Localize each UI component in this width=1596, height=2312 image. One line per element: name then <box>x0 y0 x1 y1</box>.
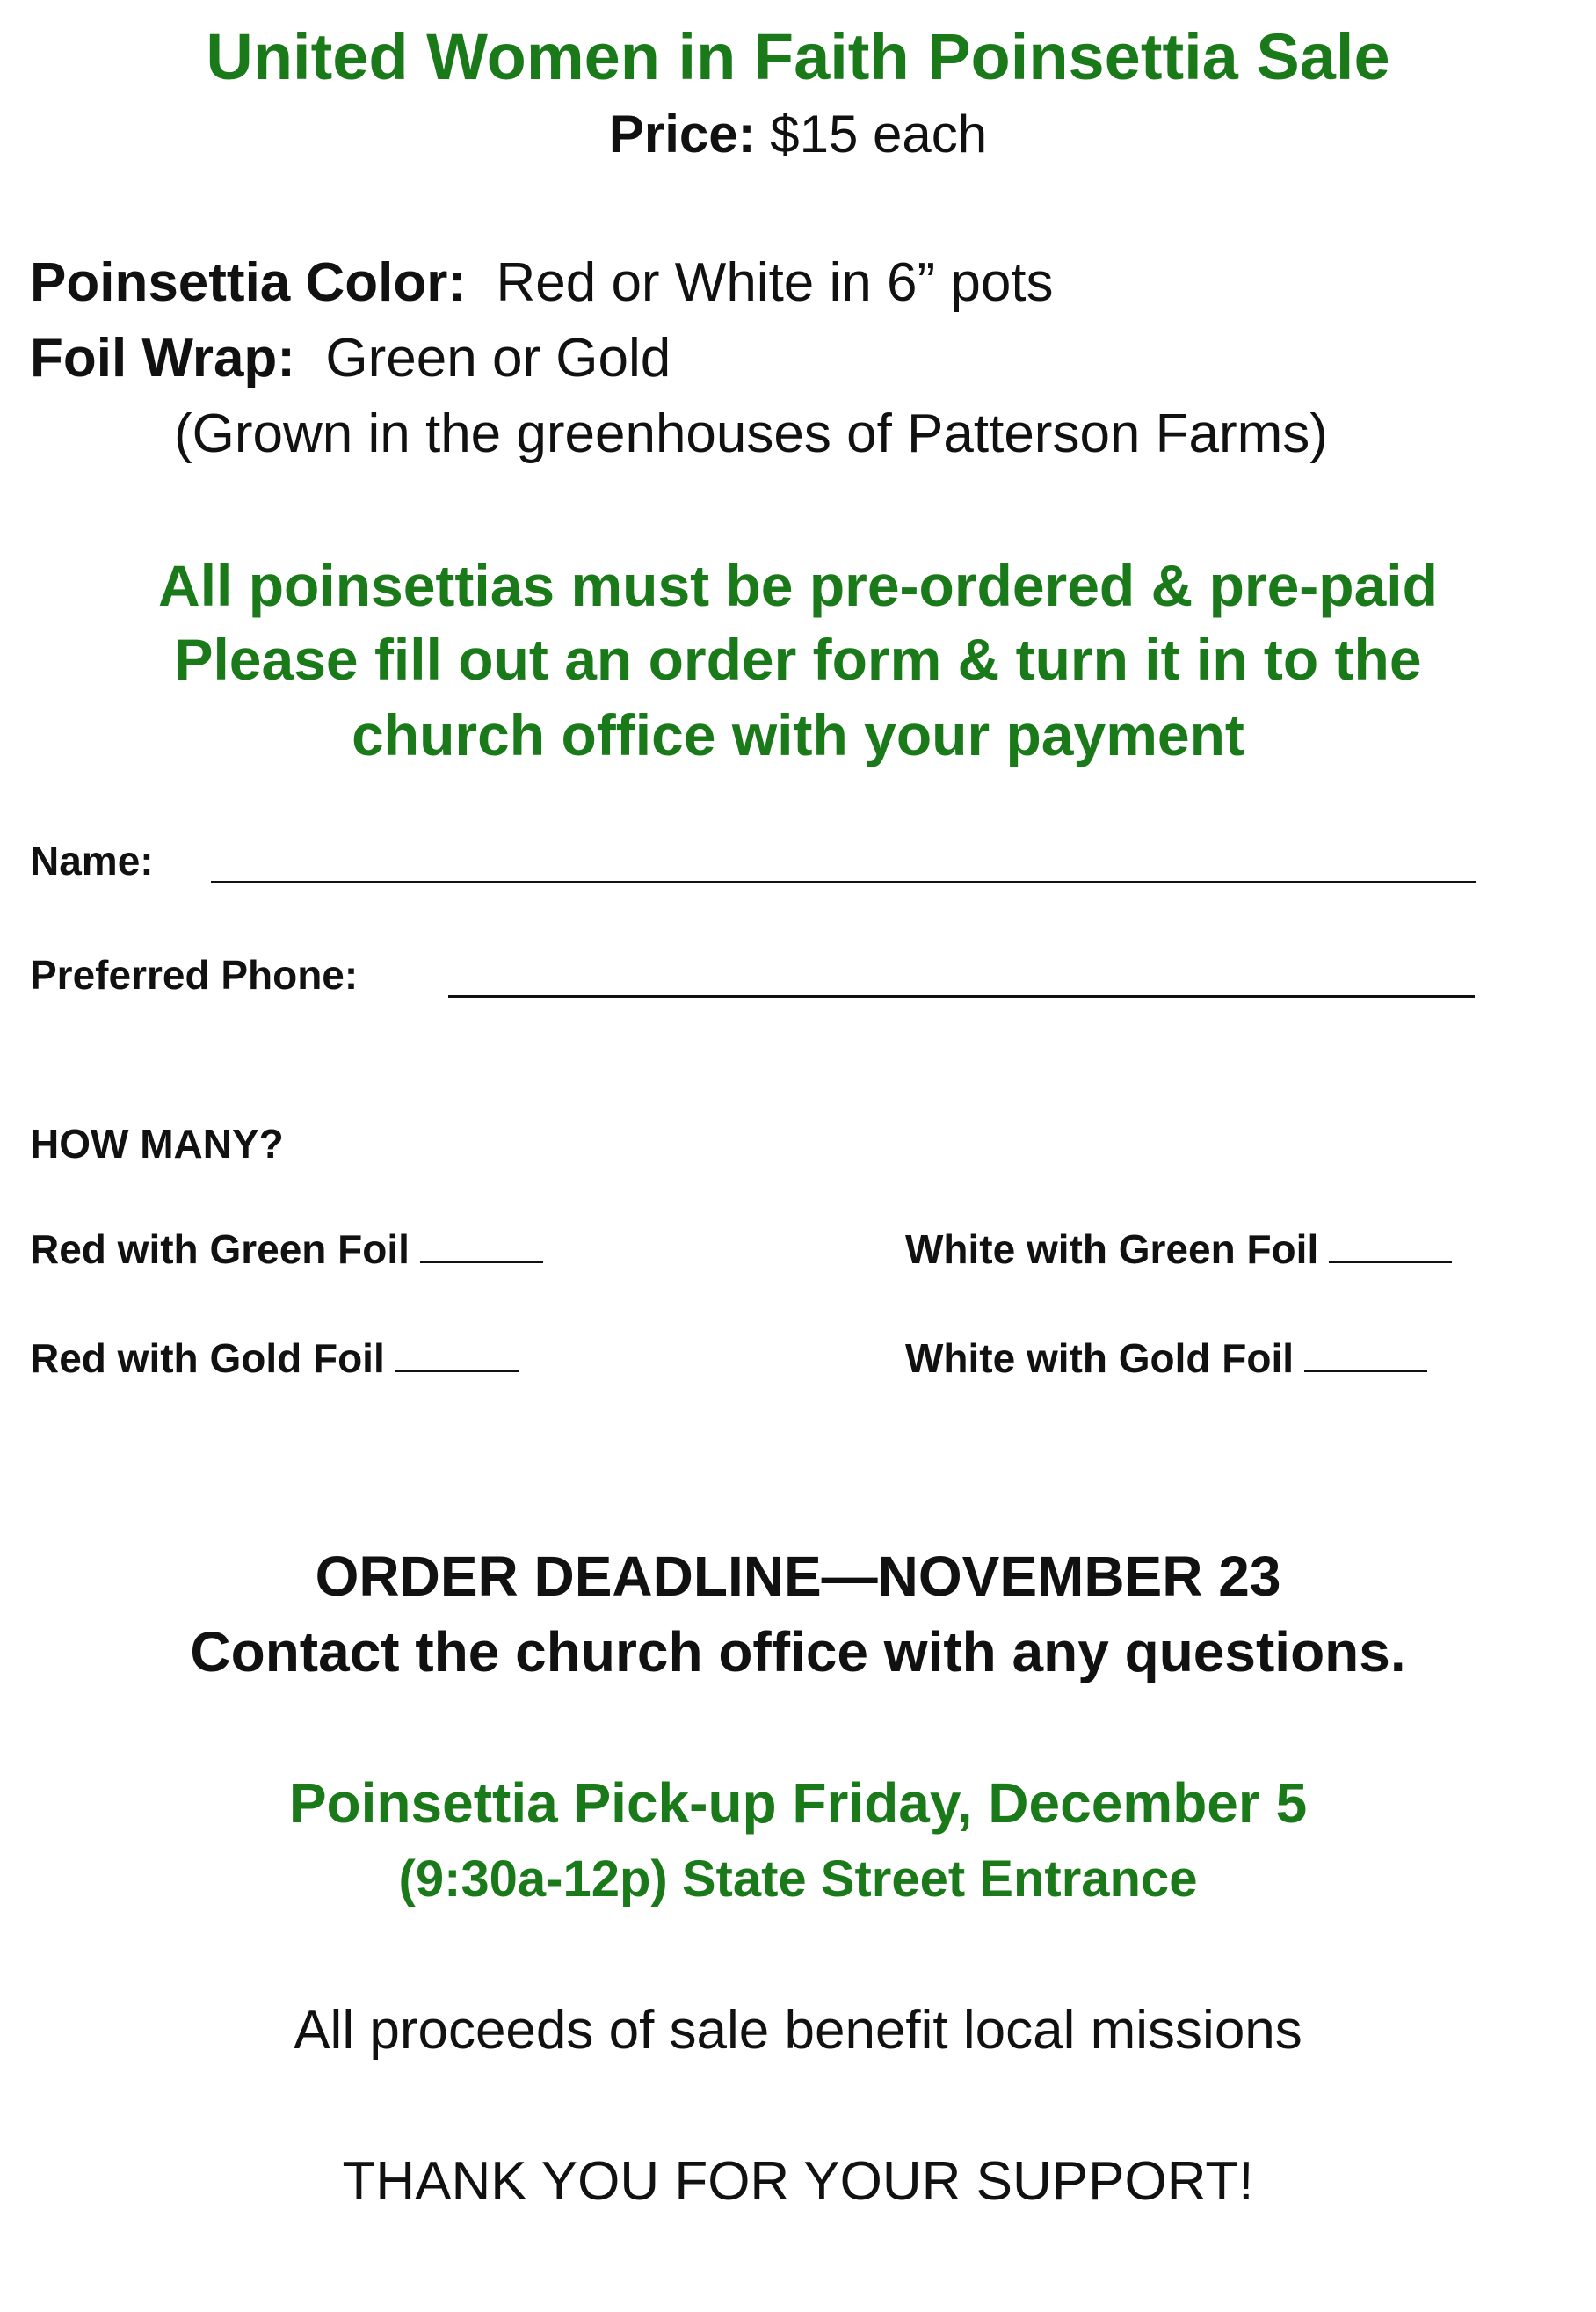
phone-field[interactable] <box>448 995 1475 998</box>
phone-label: Preferred Phone: <box>30 952 359 998</box>
color-line <box>30 251 1054 314</box>
notice-line-2: Please fill out an order form & turn it in to the <box>174 627 1422 692</box>
pickup-line-2: (9:30a-12p) State Street Entrance <box>398 1850 1198 1908</box>
page-title: United Women in Faith Poinsettia Sale <box>206 20 1390 93</box>
quantity-field-red-green[interactable] <box>420 1227 543 1263</box>
proceeds-note: All proceeds of sale benefit local missions <box>294 2000 1302 2061</box>
quantity-field-red-gold[interactable] <box>395 1336 519 1372</box>
price-value: $15 each <box>770 105 988 164</box>
option-label: White with Green Foil <box>905 1226 1319 1272</box>
quantity-field-white-gold[interactable] <box>1304 1336 1427 1372</box>
grown-note: (Grown in the greenhouses of Patterson Farms) <box>174 404 1328 464</box>
option-white-green <box>905 1225 1452 1273</box>
option-red-green <box>30 1225 543 1273</box>
deadline-line-1: ORDER DEADLINE—NOVEMBER 23 <box>315 1545 1281 1608</box>
price-line <box>0 104 1596 164</box>
option-white-gold <box>905 1334 1427 1382</box>
foil-line <box>30 327 671 389</box>
deadline-line-2: Contact the church office with any questions. <box>190 1620 1406 1683</box>
name-field[interactable] <box>211 881 1476 883</box>
foil-label: Foil Wrap: <box>30 328 295 389</box>
pickup-line-1: Poinsettia Pick-up Friday, December 5 <box>288 1771 1308 1835</box>
color-value: Red or White in 6” pots <box>496 252 1054 313</box>
thank-you: THANK YOU FOR YOUR SUPPORT! <box>342 2151 1254 2212</box>
option-label: Red with Green Foil <box>30 1226 410 1272</box>
notice-line-3: church office with your payment <box>352 702 1244 767</box>
quantity-field-white-green[interactable] <box>1329 1227 1452 1263</box>
option-label: White with Gold Foil <box>905 1335 1295 1381</box>
option-red-gold <box>30 1334 519 1382</box>
name-label: Name: <box>30 838 154 883</box>
notice-line-1: All poinsettias must be pre-ordered & pre-paid <box>158 553 1438 618</box>
price-label: Price: <box>608 105 756 164</box>
foil-value: Green or Gold <box>325 328 671 389</box>
color-label: Poinsettia Color: <box>30 252 467 313</box>
option-label: Red with Gold Foil <box>30 1335 385 1381</box>
how-many-label: HOW MANY? <box>30 1121 284 1167</box>
